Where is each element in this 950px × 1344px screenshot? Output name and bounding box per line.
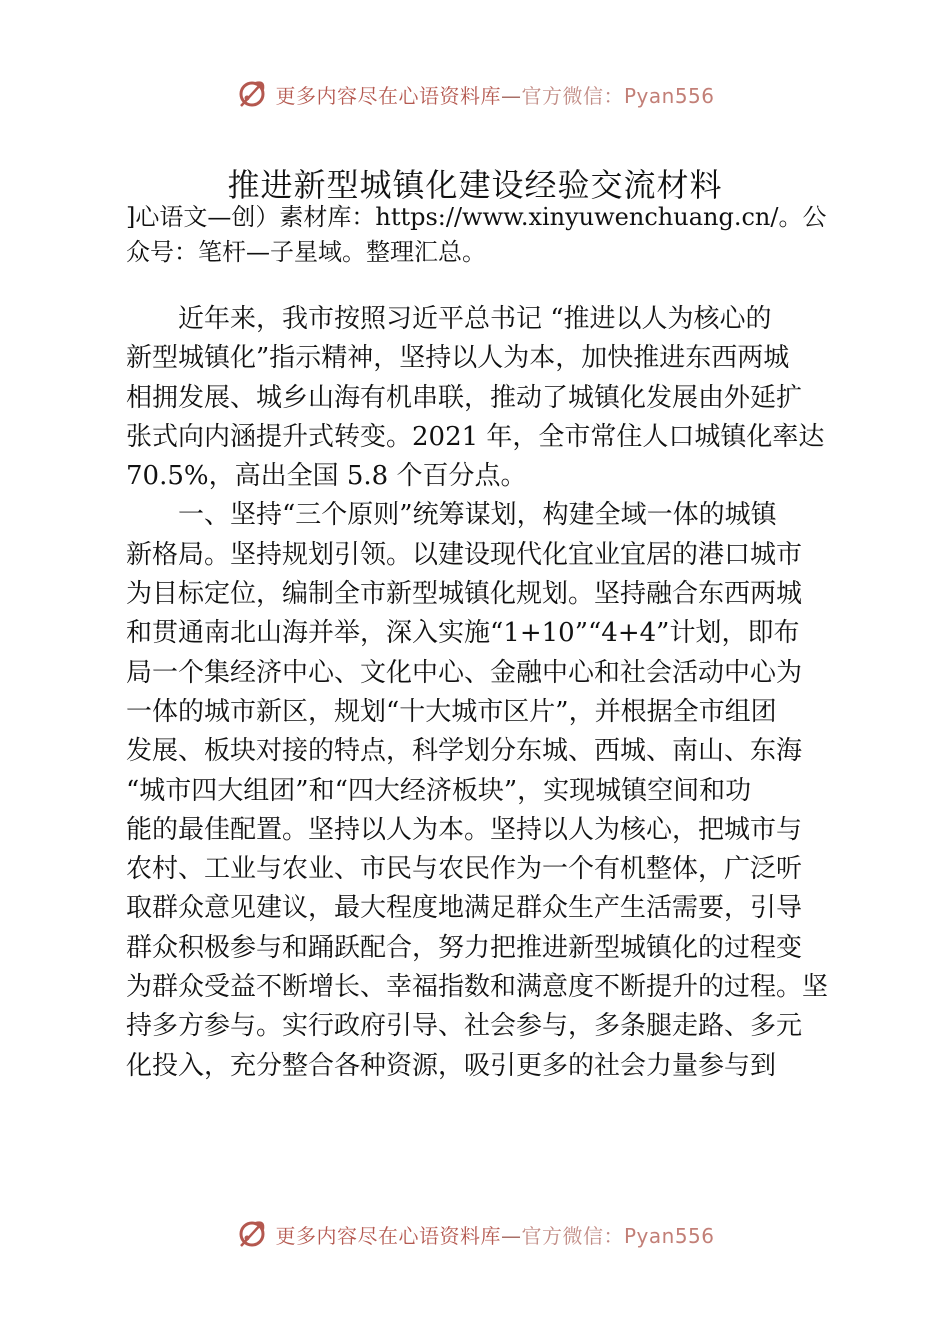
source-line: 众号：笔杆—子星域。整理汇总。 — [126, 238, 486, 266]
source-note — [126, 200, 876, 270]
body-line: 农村、工业与农业、市民与农民作为一个有机整体，广泛听 — [126, 854, 803, 885]
footer-banner-library: 更多内容尽在心语资料库 — [275, 1223, 501, 1248]
body-line: 新型城镇化”指示精神，坚持以人为本，加快推进东西两城 — [126, 343, 790, 374]
body-line: 化投入，充分整合各种资源，吸引更多的社会力量参与到 — [126, 1050, 777, 1081]
body-line: 70.5%，高出全国 5.8 个百分点。 — [126, 461, 527, 492]
body-line: 为群众受益不断增长、幸福指数和满意度不断提升的过程。坚 — [126, 972, 829, 1003]
footer-banner-dash: — — [500, 1223, 522, 1248]
body-line: 近年来，我市按照习近平总书记 “推进以人为核心的 — [178, 304, 772, 334]
footer-banner — [0, 1214, 950, 1254]
source-line: ]心语文—创）素材库：https://www.xinyuwenchuang.cn/。公 — [126, 203, 827, 231]
body-line: 相拥发展、城乡山海有机串联，推动了城镇化发展由外延扩 — [126, 382, 803, 413]
body-line: 局一个集经济中心、文化中心、金融中心和社会活动中心为 — [126, 657, 803, 688]
body-line: “城市四大组团”和“四大经济板块”，实现城镇空间和功 — [126, 775, 752, 806]
header-banner-wechat-id: Pyan556 — [623, 83, 715, 108]
header-banner — [0, 74, 950, 114]
body-line: 一、坚持“三个原则”统筹谋划，构建全域一体的城镇 — [178, 500, 777, 531]
header-banner-text — [275, 80, 714, 109]
document-title: 推进新型城镇化建设经验交流材料 — [227, 166, 723, 204]
header-banner-wechat-label: 官方微信： — [521, 83, 624, 108]
body-line: 持多方参与。实行政府引导、社会参与，多条腿走路、多元 — [126, 1011, 803, 1042]
footer-banner-wechat-label: 官方微信： — [521, 1223, 624, 1248]
header-banner-library: 更多内容尽在心语资料库 — [275, 83, 501, 108]
quill-logo-icon — [235, 1217, 269, 1251]
body-line: 张式向内涵提升式转变。2021 年，全市常住人口城镇化率达 — [126, 421, 825, 452]
quill-logo-icon — [235, 77, 269, 111]
body-line: 为目标定位，编制全市新型城镇化规划。坚持融合东西两城 — [126, 579, 803, 610]
body-line: 新格局。坚持规划引领。以建设现代化宜业宜居的港口城市 — [126, 539, 803, 570]
document-body — [126, 300, 838, 1086]
body-line: 取群众意见建议，最大程度地满足群众生产生活需要，引导 — [126, 893, 803, 924]
body-line: 能的最佳配置。坚持以人为本。坚持以人为核心，把城市与 — [126, 814, 803, 845]
footer-banner-wechat-id: Pyan556 — [623, 1223, 715, 1248]
body-line: 和贯通南北山海并举，深入实施“1+10”“4+4”计划，即布 — [126, 618, 800, 649]
header-banner-dash: — — [500, 83, 522, 108]
body-line: 一体的城市新区，规划“十大城市区片”，并根据全市组团 — [126, 696, 777, 727]
footer-banner-text — [275, 1220, 714, 1249]
body-line: 群众积极参与和踊跃配合，努力把推进新型城镇化的过程变 — [126, 932, 803, 963]
body-line: 发展、板块对接的特点，科学划分东城、西城、南山、东海 — [126, 736, 803, 767]
